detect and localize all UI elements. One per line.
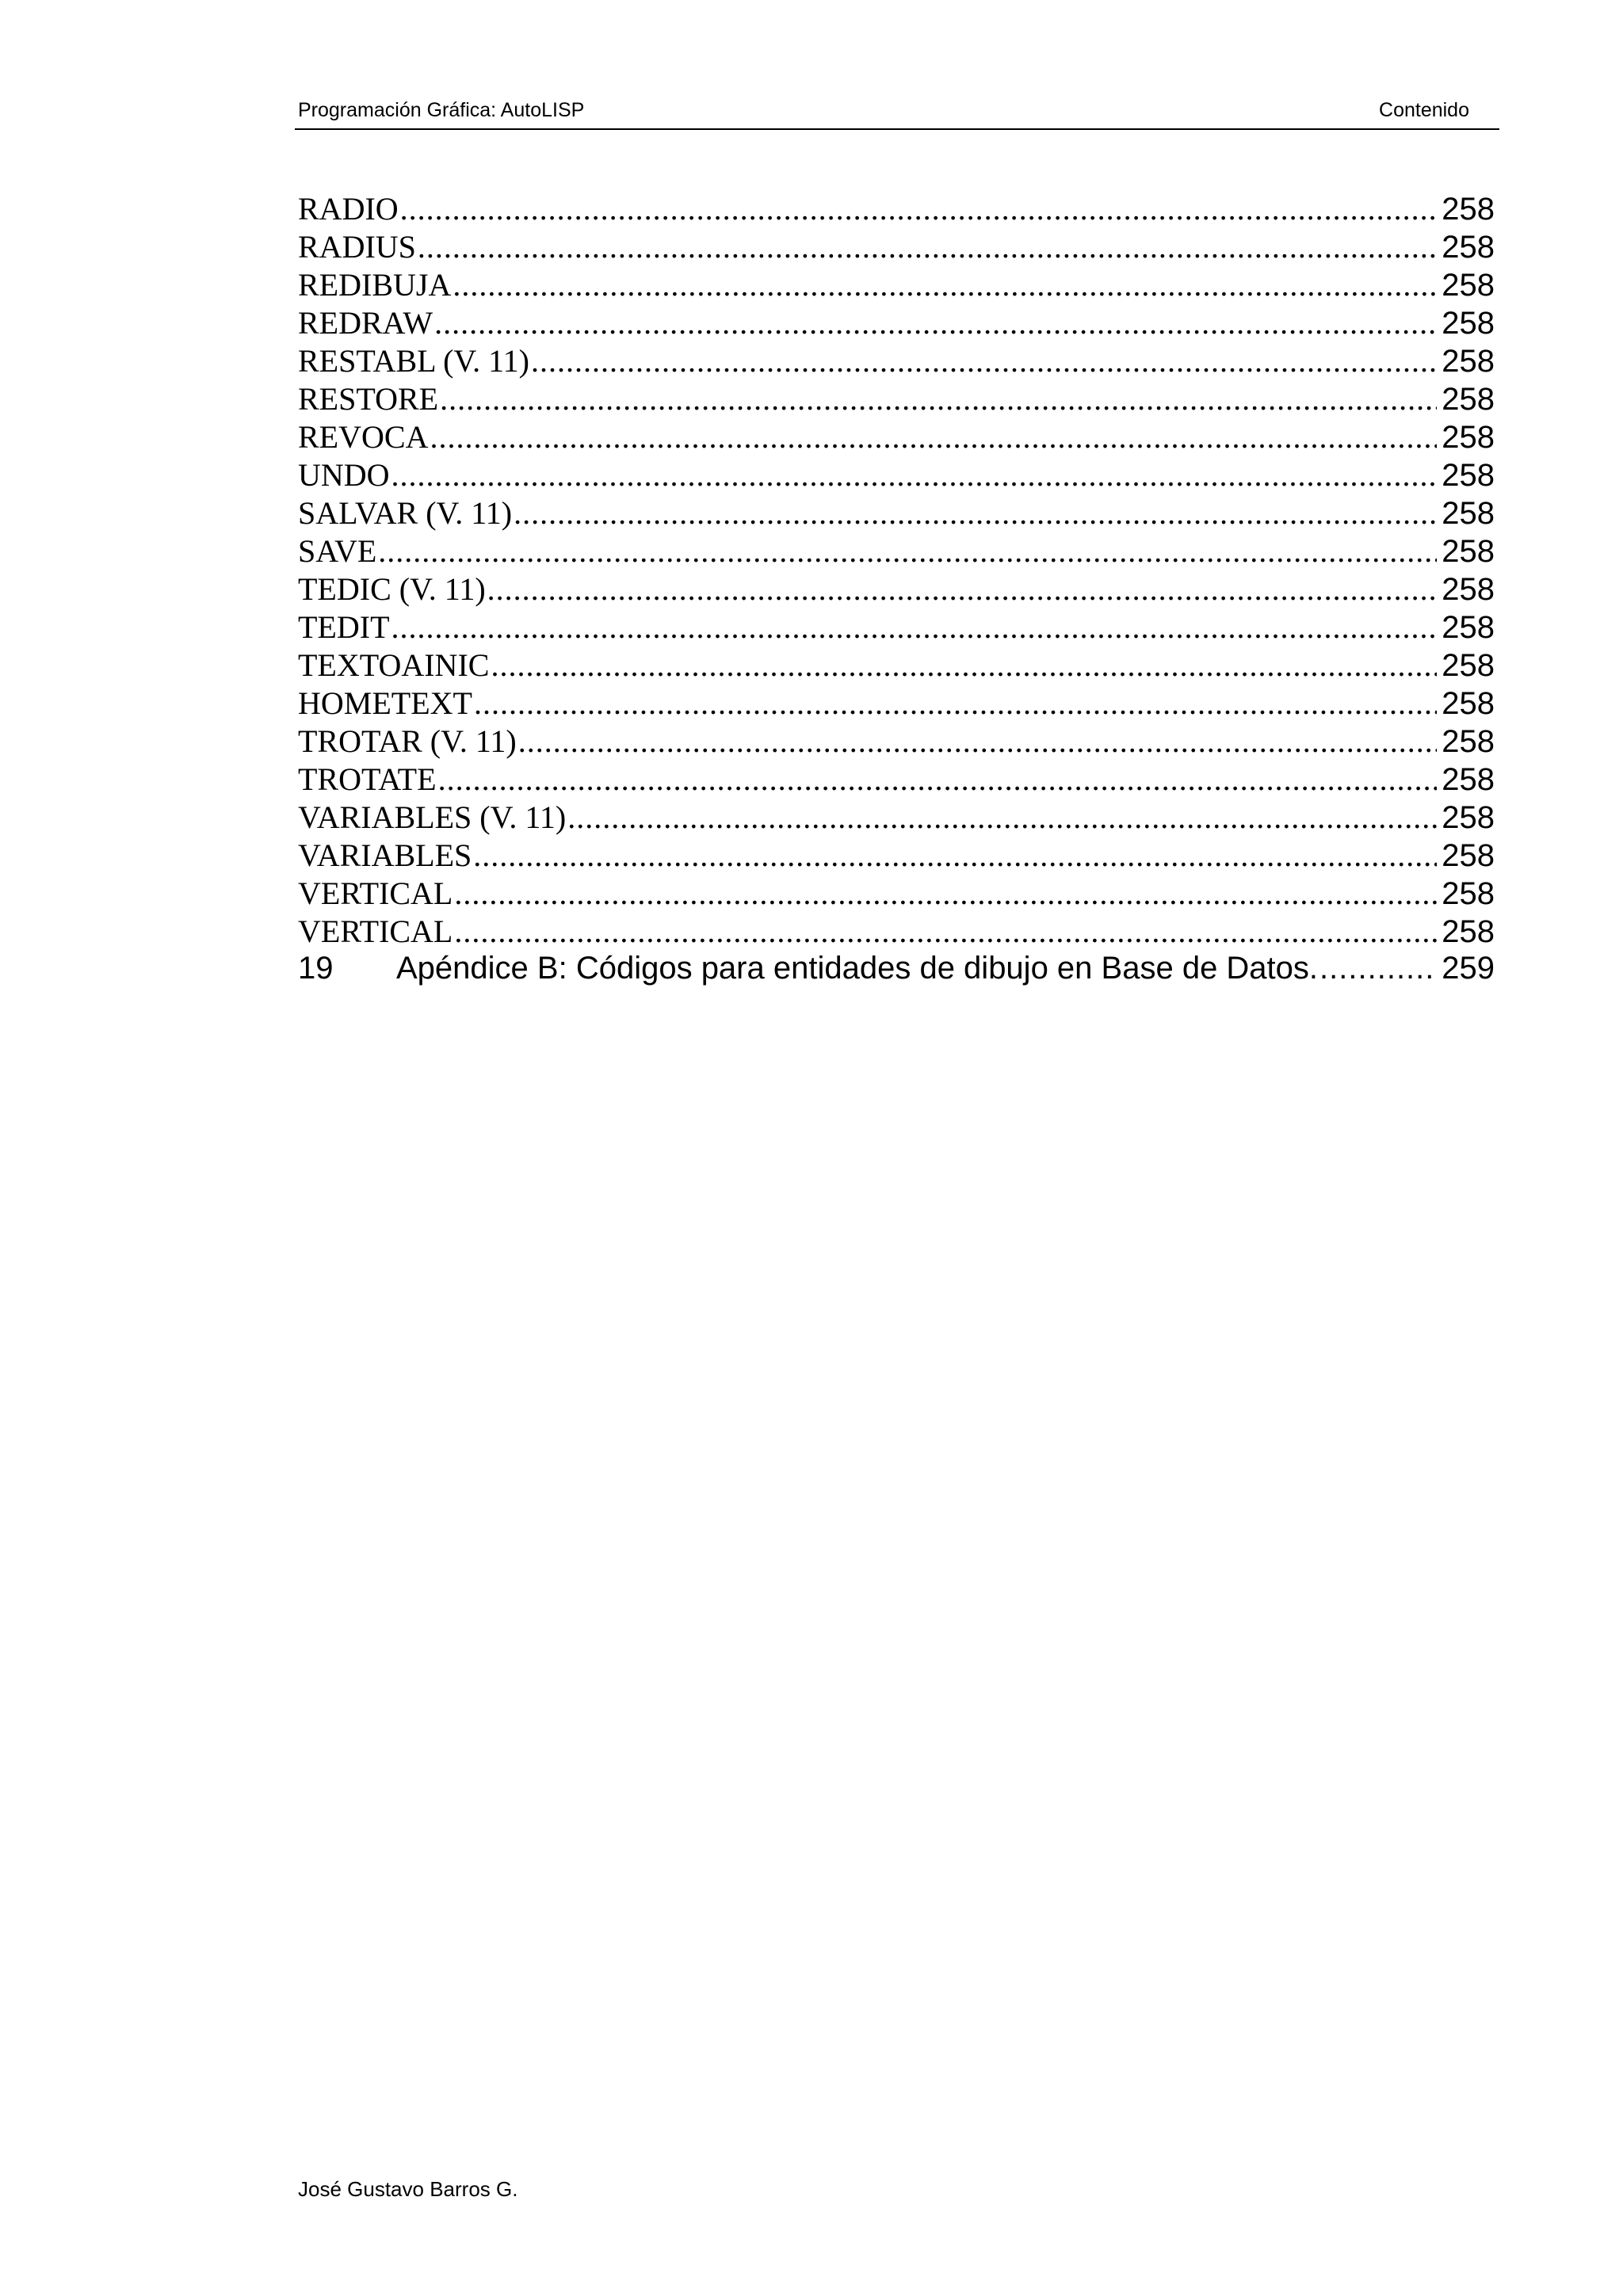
- page-footer: [298, 2177, 517, 2202]
- toc-leader-dots: [391, 456, 1438, 494]
- toc-leader-dots: [531, 342, 1437, 379]
- toc-chapter-label: Apéndice B: Códigos para entidades de dibujo en Base de Datos.: [396, 951, 1319, 986]
- toc-entry-label: HOMETEXT: [298, 685, 472, 721]
- toc-entry-label: VERTICAL: [298, 875, 453, 911]
- toc-entry-page: 258: [1442, 420, 1495, 455]
- toc-entry-label: REDIBUJA: [298, 267, 452, 303]
- header-section: Contenido: [1379, 99, 1469, 121]
- toc-leader-dots: [438, 761, 1438, 798]
- toc-entry-page: 258: [1442, 458, 1495, 493]
- toc-entry-label: VARIABLES: [298, 837, 472, 873]
- toc-entry[interactable]: [298, 685, 1495, 723]
- toc-entry-page: 258: [1442, 382, 1495, 417]
- toc-leader-dots: [440, 380, 1437, 418]
- toc-entry-label: SAVE: [298, 533, 377, 569]
- toc-entry-page: 258: [1442, 648, 1495, 683]
- toc-leader-dots: [454, 913, 1437, 950]
- toc-leader-dots: [473, 837, 1437, 874]
- toc-entry[interactable]: [298, 875, 1495, 913]
- toc-leader-dots: [514, 494, 1437, 532]
- toc-entry[interactable]: [298, 608, 1495, 646]
- toc-entry[interactable]: [298, 761, 1495, 799]
- toc-entry[interactable]: [298, 723, 1495, 761]
- toc-entry[interactable]: [298, 646, 1495, 685]
- table-of-contents: [298, 190, 1495, 989]
- toc-entry[interactable]: [298, 418, 1495, 456]
- toc-entry-page: 258: [1442, 762, 1495, 797]
- toc-entry-label: TEDIT: [298, 609, 390, 645]
- toc-entry[interactable]: [298, 570, 1495, 608]
- toc-leader-dots: [391, 608, 1438, 646]
- toc-entry-page: 258: [1442, 572, 1495, 607]
- toc-entry-page: 258: [1442, 496, 1495, 531]
- toc-entry-label: RESTORE: [298, 381, 439, 417]
- toc-entry-label: VARIABLES (V. 11): [298, 799, 567, 835]
- toc-chapter-number: 19: [298, 951, 334, 986]
- toc-entry[interactable]: [298, 304, 1495, 342]
- toc-entry-page: 258: [1442, 800, 1495, 835]
- toc-entry-label: REDRAW: [298, 305, 433, 341]
- toc-entry-page: 258: [1442, 876, 1495, 911]
- toc-entry-page: 258: [1442, 534, 1495, 569]
- toc-entry[interactable]: [298, 494, 1495, 532]
- toc-entry-label: TEXTOAINIC: [298, 647, 490, 683]
- toc-entry-page: 258: [1442, 344, 1495, 379]
- page-header: [295, 97, 1499, 130]
- toc-entry[interactable]: [298, 228, 1495, 266]
- toc-entry-page: 258: [1442, 838, 1495, 873]
- toc-entry-label: TEDIC (V. 11): [298, 571, 486, 607]
- toc-entry[interactable]: [298, 342, 1495, 380]
- toc-entry[interactable]: [298, 456, 1495, 494]
- toc-entry[interactable]: [298, 190, 1495, 228]
- toc-leader-dots: [418, 228, 1437, 265]
- toc-leader-dots: [518, 723, 1438, 760]
- toc-entry[interactable]: [298, 837, 1495, 875]
- toc-leader-dots: [434, 304, 1437, 341]
- toc-entry-page: 258: [1442, 610, 1495, 645]
- toc-leader-dots: [453, 266, 1437, 303]
- toc-entry-label: UNDO: [298, 457, 390, 493]
- toc-entry-page: 258: [1442, 724, 1495, 759]
- toc-entry-page: 258: [1442, 686, 1495, 721]
- toc-entry-label: VERTICAL: [298, 913, 453, 949]
- toc-leader-dots: [1319, 951, 1437, 986]
- toc-entry-label: REVOCA: [298, 419, 429, 455]
- footer-author: José Gustavo Barros G.: [298, 2177, 518, 2201]
- toc-entry-label: TROTATE: [298, 761, 437, 797]
- toc-leader-dots: [454, 875, 1437, 912]
- toc-leader-dots: [491, 646, 1437, 684]
- toc-entry[interactable]: [298, 532, 1495, 570]
- toc-entry-label: RESTABL (V. 11): [298, 343, 529, 379]
- header-title: Programación Gráfica: AutoLISP: [298, 99, 585, 121]
- toc-leader-dots: [567, 799, 1437, 836]
- toc-leader-dots: [430, 418, 1437, 456]
- toc-entry-page: 258: [1442, 268, 1495, 303]
- toc-entry-page: 258: [1442, 306, 1495, 341]
- toc-entry-label: RADIO: [298, 191, 399, 227]
- toc-entry-label: TROTAR (V. 11): [298, 723, 517, 759]
- toc-leader-dots: [487, 570, 1438, 608]
- toc-leader-dots: [400, 190, 1438, 227]
- toc-entry[interactable]: [298, 266, 1495, 304]
- toc-entry[interactable]: [298, 380, 1495, 418]
- toc-entry-label: SALVAR (V. 11): [298, 495, 513, 531]
- toc-chapter-entry[interactable]: [298, 951, 1495, 989]
- toc-entry-label: RADIUS: [298, 229, 416, 265]
- toc-entry-page: 258: [1442, 914, 1495, 949]
- toc-leader-dots: [474, 685, 1437, 722]
- toc-entry[interactable]: [298, 799, 1495, 837]
- toc-leader-dots: [378, 532, 1437, 570]
- toc-chapter-page: 259: [1442, 951, 1495, 986]
- toc-entry-page: 258: [1442, 230, 1495, 265]
- toc-entry-page: 258: [1442, 192, 1495, 227]
- toc-entry[interactable]: [298, 913, 1495, 951]
